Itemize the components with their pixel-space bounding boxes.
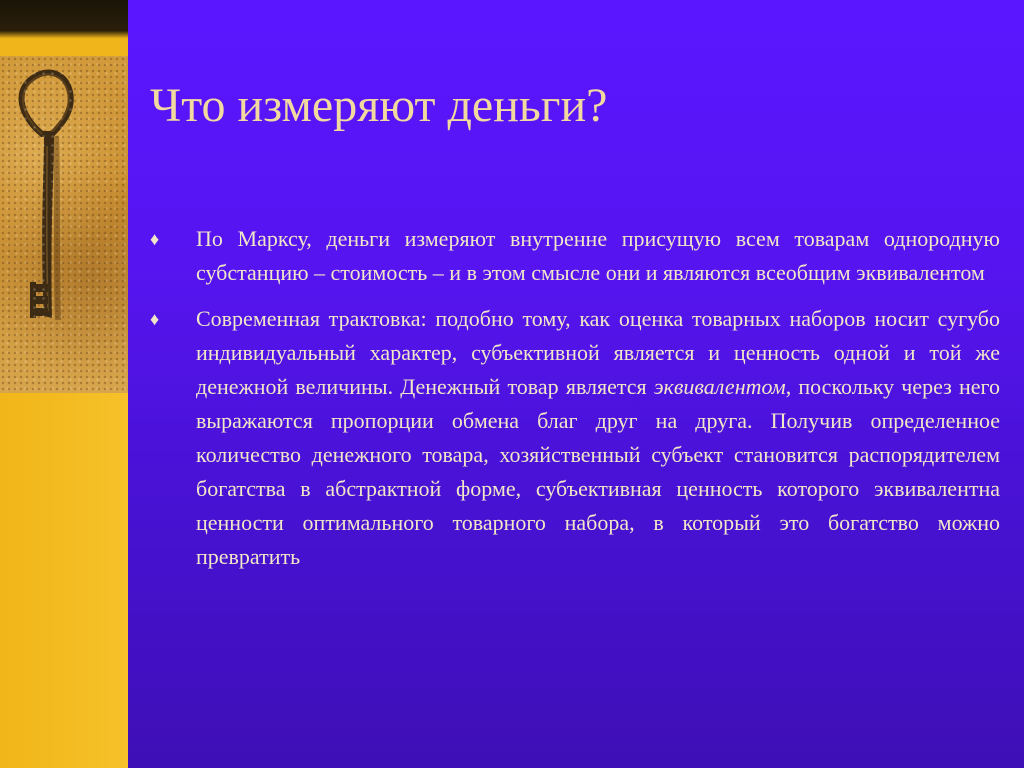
bullet-text-after: , поскольку через него выражаются пропорции обмена благ друг на друга. Получив определенное количество денежного товара, хозяйственный субъект становится распорядителем богатства в абстрактной форме, субъективная ценность которого эквивалентна ценности оптимального товарного набора, в который это богатство можно превратить — [196, 374, 1000, 569]
key-icon — [0, 56, 128, 393]
bullet-diamond-icon: ♦ — [150, 229, 160, 249]
bullet-list — [150, 222, 1000, 586]
bullet-text-emphasis: эквивалентом — [653, 374, 786, 399]
bullet-text-before: Современная трактовка: подобно тому, как оценка товарных наборов носит сугубо индивидуальный характер, субъективной является и ценность одной и той же денежной величины. Денежный товар является — [196, 306, 1000, 399]
left-gold-band — [0, 392, 128, 768]
bullet-item-1 — [150, 222, 1000, 290]
bullet-text: По Марксу, деньги измеряют внутренне присущую всем товарам однородную субстанцию – стоимость – и в этом смысле они и являются всеобщим эквивалентом — [196, 226, 1000, 285]
bullet-item-2 — [150, 302, 1000, 574]
bullet-diamond-icon: ♦ — [150, 309, 160, 329]
slide-title: Что измеряют деньги? — [150, 79, 608, 132]
key-image — [0, 56, 128, 393]
